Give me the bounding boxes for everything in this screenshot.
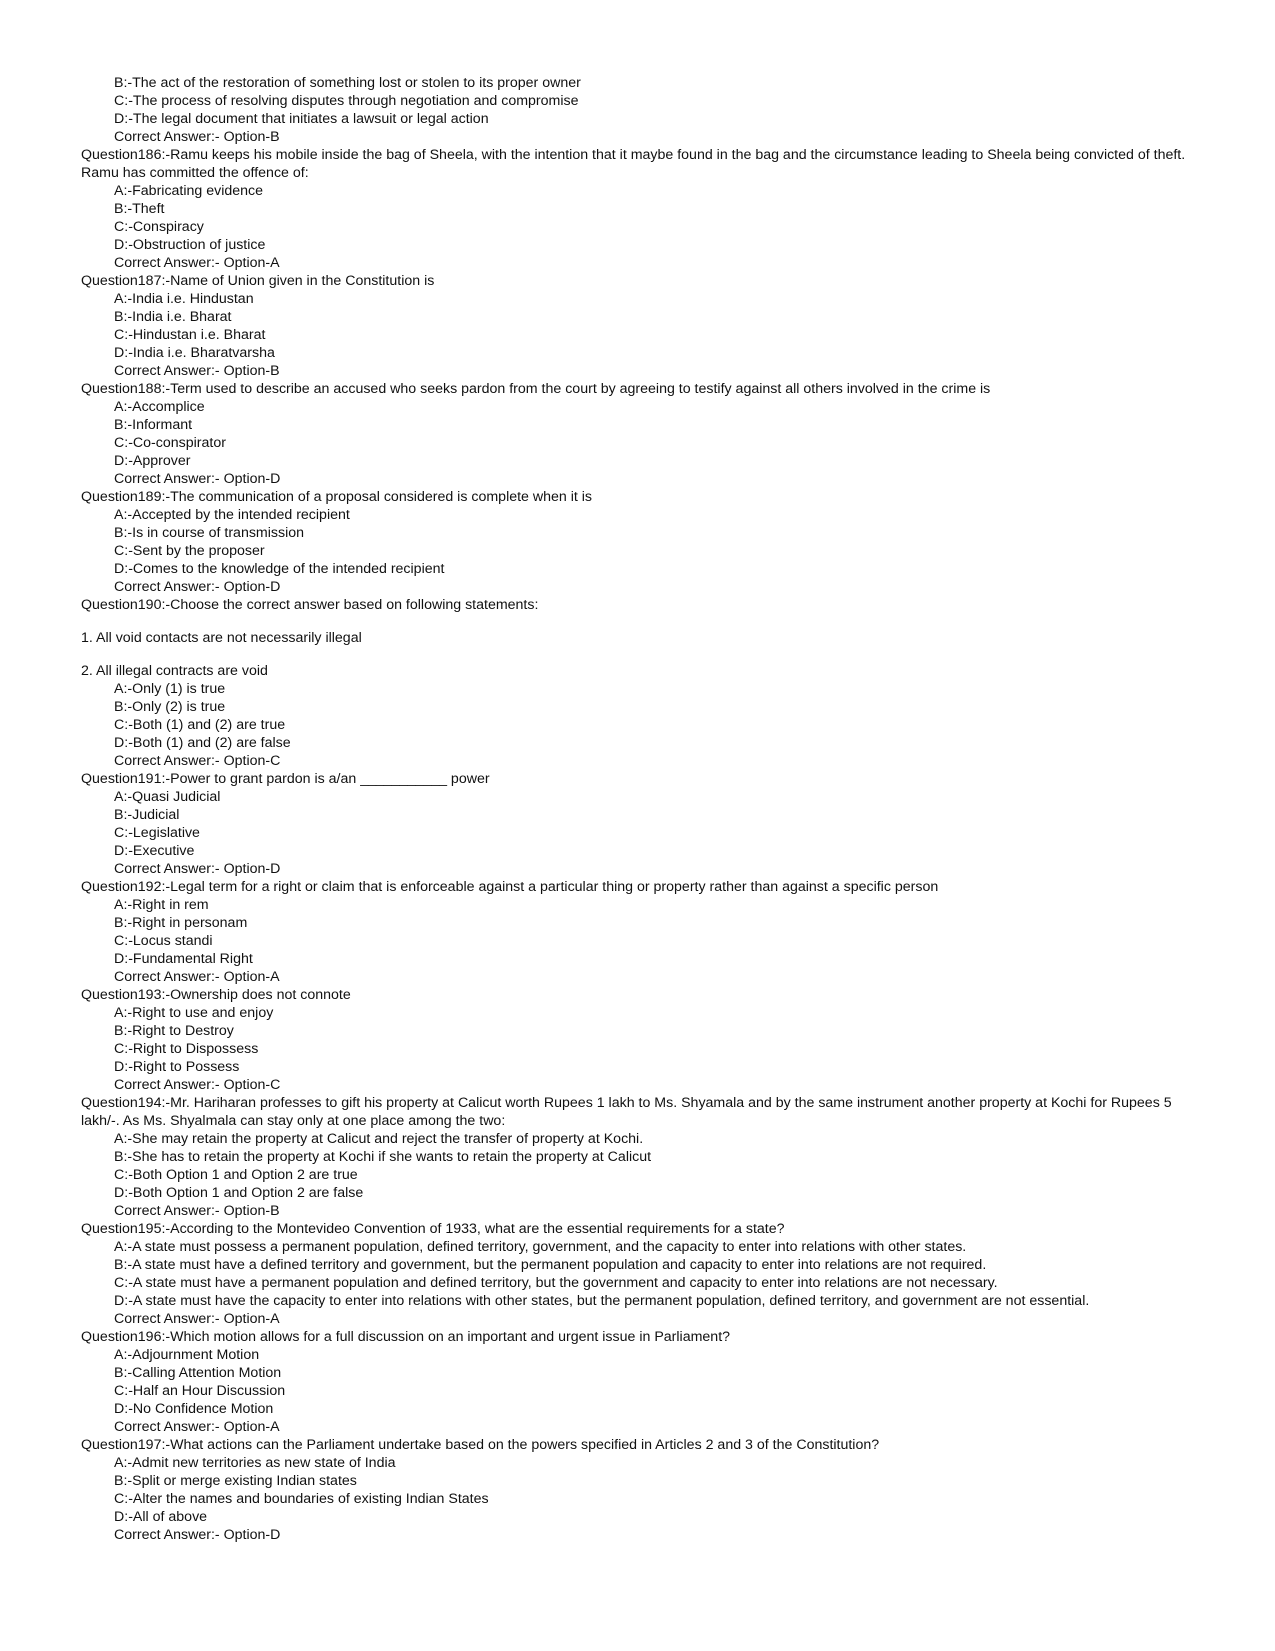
question-text: Question191:-Power to grant pardon is a/an ___________ power [81, 771, 490, 787]
correct-answer: Correct Answer:- Option-C [114, 753, 281, 769]
previous-question-fragment [81, 74, 1191, 146]
question-text: Question195:-According to the Montevideo Convention of 1933, what are the essential requirements for a state? [81, 1221, 785, 1237]
correct-answer: Correct Answer:- Option-A [114, 255, 280, 271]
option: B:-Informant [114, 417, 193, 433]
question-block [81, 1094, 1191, 1220]
correct-answer: Correct Answer:- Option-D [114, 861, 281, 877]
question-list [81, 74, 1191, 1544]
spacer [81, 614, 1191, 629]
option: B:-She has to retain the property at Kochi if she wants to retain the property at Calicut [114, 1149, 652, 1165]
option: C:-Both (1) and (2) are true [114, 717, 286, 733]
option: A:-Right in rem [114, 897, 209, 913]
option: A:-A state must possess a permanent population, defined territory, government, and the capacity to enter into relations with other states. [114, 1239, 967, 1255]
correct-answer: Correct Answer:- Option-D [114, 1527, 281, 1543]
question-text: Question193:-Ownership does not connote [81, 987, 351, 1003]
option: A:-Accepted by the intended recipient [114, 507, 350, 523]
option: D:-A state must have the capacity to enter into relations with other states, but the permanent population, defined territory, and government are not essential. [114, 1293, 1090, 1309]
option: C:-Hindustan i.e. Bharat [114, 327, 266, 343]
question-block [81, 1436, 1191, 1544]
option: C:-Sent by the proposer [114, 543, 265, 559]
option: A:-Accomplice [114, 399, 205, 415]
option: D:-Both (1) and (2) are false [114, 735, 291, 751]
option: A:-India i.e. Hindustan [114, 291, 254, 307]
question-text: Question189:-The communication of a proposal considered is complete when it is [81, 489, 593, 505]
correct-answer: Correct Answer:- Option-A [114, 1419, 280, 1435]
question-text: Question187:-Name of Union given in the Constitution is [81, 273, 435, 289]
correct-answer: Correct Answer:- Option-A [114, 969, 280, 985]
correct-answer: Correct Answer:- Option-D [114, 579, 281, 595]
question-block [81, 1220, 1191, 1328]
option: B:-Theft [114, 201, 165, 217]
statement: 1. All void contacts are not necessarily illegal [81, 630, 362, 646]
question-text: Question196:-Which motion allows for a full discussion on an important and urgent issue in Parliament? [81, 1329, 731, 1345]
option: C:-Both Option 1 and Option 2 are true [114, 1167, 358, 1183]
option: B:-Judicial [114, 807, 180, 823]
question-block [81, 596, 1191, 770]
question-text: Question186:-Ramu keeps his mobile inside the bag of Sheela, with the intention that it maybe found in the bag and the circumstance leading to Sheela being convicted of theft. Ramu has committed the offence of: [81, 147, 1190, 181]
option: D:-No Confidence Motion [114, 1401, 274, 1417]
option: C:-The process of resolving disputes through negotiation and compromise [114, 93, 579, 109]
correct-answer: Correct Answer:- Option-D [114, 471, 281, 487]
option: A:-Fabricating evidence [114, 183, 264, 199]
option: D:-Executive [114, 843, 195, 859]
option: B:-Split or merge existing Indian states [114, 1473, 357, 1489]
correct-answer: Correct Answer:- Option-B [114, 1203, 280, 1219]
option: D:-The legal document that initiates a lawsuit or legal action [114, 111, 489, 127]
question-block [81, 488, 1191, 596]
question-block [81, 878, 1191, 986]
option: C:-Locus standi [114, 933, 213, 949]
option: A:-Admit new territories as new state of India [114, 1455, 396, 1471]
option: B:-Only (2) is true [114, 699, 226, 715]
option: B:-The act of the restoration of something lost or stolen to its proper owner [114, 75, 581, 91]
spacer [81, 647, 1191, 662]
option: B:-Calling Attention Motion [114, 1365, 282, 1381]
questions [81, 146, 1191, 1544]
option: D:-Approver [114, 453, 191, 469]
option: C:-Legislative [114, 825, 200, 841]
option: C:-Right to Dispossess [114, 1041, 259, 1057]
question-text: Question188:-Term used to describe an accused who seeks pardon from the court by agreeing to testify against all others involved in the crime is [81, 381, 991, 397]
question-block [81, 146, 1191, 272]
question-block [81, 272, 1191, 380]
option: B:-Right in personam [114, 915, 248, 931]
option: B:-Is in course of transmission [114, 525, 305, 541]
option: D:-Comes to the knowledge of the intended recipient [114, 561, 445, 577]
statement: 2. All illegal contracts are void [81, 663, 268, 679]
question-block [81, 986, 1191, 1094]
option: D:-Fundamental Right [114, 951, 253, 967]
option: A:-Quasi Judicial [114, 789, 221, 805]
option: A:-Right to use and enjoy [114, 1005, 274, 1021]
option: D:-Obstruction of justice [114, 237, 266, 253]
option: B:-India i.e. Bharat [114, 309, 232, 325]
correct-answer: Correct Answer:- Option-A [114, 1311, 280, 1327]
option: A:-Adjournment Motion [114, 1347, 260, 1363]
question-text: Question190:-Choose the correct answer based on following statements: [81, 597, 539, 613]
option: C:-Half an Hour Discussion [114, 1383, 286, 1399]
option: A:-She may retain the property at Calicut and reject the transfer of property at Kochi. [114, 1131, 644, 1147]
question-block [81, 1328, 1191, 1436]
option: D:-Both Option 1 and Option 2 are false [114, 1185, 364, 1201]
option: C:-Conspiracy [114, 219, 204, 235]
question-text: Question192:-Legal term for a right or claim that is enforceable against a particular thing or property rather than against a specific person [81, 879, 939, 895]
option: C:-A state must have a permanent population and defined territory, but the government and capacity to enter into relations are not necessary. [114, 1275, 998, 1291]
question-text: Question194:-Mr. Hariharan professes to gift his property at Calicut worth Rupees 1 lakh to Ms. Shyamala and by the same instrument another property at Kochi for Rupees 5 lakh/-. As Ms. Shyalmala can stay only at one place among the two: [81, 1095, 1176, 1129]
question-text: Question197:-What actions can the Parliament undertake based on the powers specified in Articles 2 and 3 of the Constitution? [81, 1437, 880, 1453]
option: D:-All of above [114, 1509, 208, 1525]
question-block [81, 770, 1191, 878]
correct-answer: Correct Answer:- Option-B [114, 129, 280, 145]
option: D:-Right to Possess [114, 1059, 240, 1075]
option: A:-Only (1) is true [114, 681, 226, 697]
option: B:-A state must have a defined territory and government, but the permanent population and capacity to enter into relations are not required. [114, 1257, 987, 1273]
option: C:-Alter the names and boundaries of existing Indian States [114, 1491, 489, 1507]
option: B:-Right to Destroy [114, 1023, 234, 1039]
option: D:-India i.e. Bharatvarsha [114, 345, 275, 361]
correct-answer: Correct Answer:- Option-B [114, 363, 280, 379]
correct-answer: Correct Answer:- Option-C [114, 1077, 281, 1093]
question-block [81, 380, 1191, 488]
option: C:-Co-conspirator [114, 435, 226, 451]
